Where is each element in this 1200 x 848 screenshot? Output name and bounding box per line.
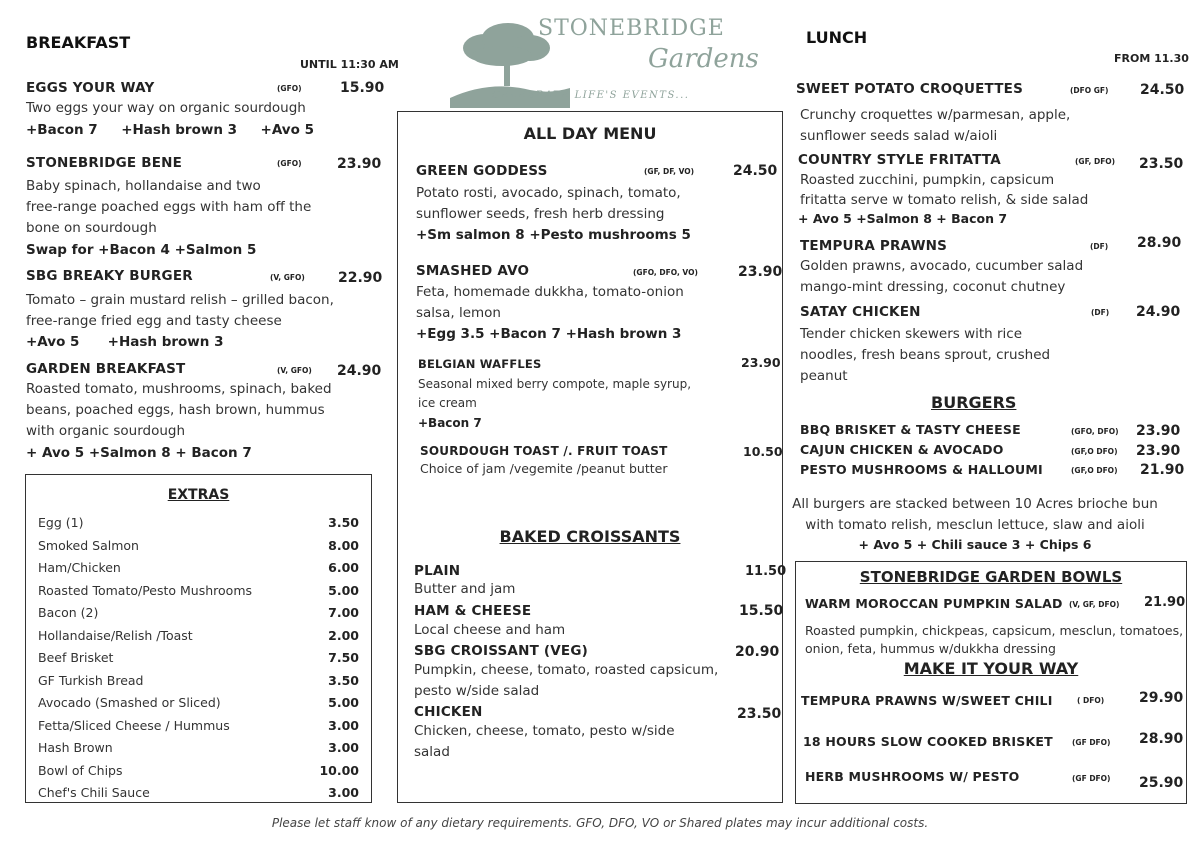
item-addons: +Egg 3.5 +Bacon 7 +Hash brown 3	[416, 326, 682, 342]
extra-item-price: 5.00	[328, 582, 359, 598]
item-tag: (GF DFO)	[1072, 738, 1111, 747]
item-name: BELGIAN WAFFLES	[418, 357, 542, 371]
item-name: PLAIN	[414, 563, 461, 579]
extra-item-name: Bowl of Chips	[38, 762, 123, 778]
logo-script: Gardens	[648, 44, 759, 74]
item-desc: Roasted pumpkin, chickpeas, capsicum, mesclun, tomatoes,	[805, 623, 1184, 638]
item-addons: + Avo 5 +Salmon 8 + Bacon 7	[26, 445, 252, 461]
item-name: HERB MUSHROOMS W/ PESTO	[805, 769, 1020, 784]
item-desc: Tender chicken skewers with rice	[800, 326, 1023, 342]
lunch-from: FROM 11.30	[1114, 52, 1189, 65]
extra-item-name: Bacon (2)	[38, 605, 99, 620]
item-desc: with organic sourdough	[26, 423, 186, 439]
item-name: SMASHED AVO	[416, 263, 530, 279]
item-desc: ice cream	[418, 396, 477, 410]
extra-item-name: Ham/Chicken	[38, 560, 121, 575]
item-desc: noodles, fresh beans sprout, crushed	[800, 347, 1051, 363]
item-price: 23.90	[741, 355, 781, 370]
extra-item-name: Fetta/Sliced Cheese / Hummus	[38, 717, 230, 733]
item-price: 23.90	[337, 156, 382, 172]
extra-item-price: 3.00	[328, 740, 359, 755]
item-addons: + Avo 5 +Salmon 8 + Bacon 7	[798, 211, 1008, 226]
extra-item-price: 7.00	[328, 605, 359, 620]
bowls-heading: STONEBRIDGE GARDEN BOWLS	[859, 568, 1123, 586]
extras-box	[25, 474, 372, 803]
item-price: 24.90	[337, 363, 382, 379]
croissants-heading: BAKED CROISSANTS	[499, 527, 681, 546]
item-price: 22.90	[338, 270, 383, 286]
item-desc: mango-mint dressing, coconut chutney	[800, 279, 1066, 295]
item-desc: Choice of jam /vegemite /peanut butter	[420, 461, 668, 476]
item-desc: Roasted tomato, mushrooms, spinach, baked	[26, 381, 332, 397]
item-price: 21.90	[1144, 595, 1186, 610]
item-desc: bone on sourdough	[26, 220, 157, 236]
item-name: GREEN GODDESS	[416, 163, 548, 179]
extra-item-price: 3.00	[328, 785, 359, 800]
item-desc: salad	[414, 744, 450, 760]
item-tag: (V, GFO)	[277, 366, 312, 375]
burger-note: All burgers are stacked between 10 Acres brioche bun	[792, 496, 1158, 512]
burger-addons: + Avo 5 + Chili sauce 3 + Chips 6	[858, 537, 1092, 552]
item-desc: Golden prawns, avocado, cucumber salad	[800, 258, 1084, 274]
item-addons: Swap for +Bacon 4 +Salmon 5	[26, 242, 257, 258]
item-desc: beans, poached eggs, hash brown, hummus	[26, 402, 325, 418]
bowls-box	[795, 561, 1187, 804]
extra-item-price: 2.00	[328, 627, 359, 643]
burgers-heading: BURGERS	[931, 393, 1017, 412]
item-desc: free-range fried egg and tasty cheese	[26, 313, 282, 329]
item-name: SBG BREAKY BURGER	[26, 268, 193, 284]
extra-item-name: Beef Brisket	[38, 650, 114, 665]
item-price: 11.50	[745, 564, 787, 579]
item-tag: (GF, DFO)	[1075, 157, 1116, 166]
item-name: SBG CROISSANT (VEG)	[414, 643, 588, 659]
burger-name: PESTO MUSHROOMS & HALLOUMI	[800, 462, 1043, 477]
allday-heading: ALL DAY MENU	[523, 124, 657, 143]
item-price: 20.90	[735, 644, 780, 660]
extra-item-name: Egg (1)	[38, 515, 84, 530]
item-tag: (DF)	[1091, 308, 1110, 317]
burger-tag: (GFO, DFO)	[1071, 427, 1119, 436]
item-tag: (DF)	[1090, 242, 1109, 251]
logo-title: STONEBRIDGE	[538, 16, 725, 41]
item-price: 25.90	[1139, 775, 1184, 791]
extras-heading: EXTRAS	[167, 487, 230, 503]
extra-item-price: 5.00	[328, 695, 359, 710]
item-desc: Pumpkin, cheese, tomato, roasted capsicum,	[414, 662, 719, 678]
burger-tag: (GF,O DFO)	[1071, 447, 1118, 456]
item-price: 15.90	[340, 80, 385, 96]
lunch-heading: LUNCH	[806, 28, 868, 47]
item-desc: Local cheese and ham	[414, 622, 566, 638]
footer-note: Please let staff know of any dietary requirements. GFO, DFO, VO or Shared plates may incur additional costs.	[271, 816, 929, 830]
item-price: 29.90	[1139, 690, 1184, 706]
item-desc: Roasted zucchini, pumpkin, capsicum	[800, 172, 1055, 188]
item-tag: (V, GFO)	[270, 273, 305, 282]
item-price: 28.90	[1137, 235, 1182, 251]
item-price: 28.90	[1139, 731, 1184, 747]
burger-price: 23.90	[1136, 443, 1181, 459]
item-desc: Two eggs your way on organic sourdough	[26, 100, 306, 116]
logo-tagline: CELEBRATE LIFE'S EVENTS...	[492, 90, 690, 101]
item-tag: (GF DFO)	[1072, 774, 1111, 783]
item-price: 15.50	[739, 603, 784, 619]
item-name: SOURDOUGH TOAST /. FRUIT TOAST	[420, 444, 668, 458]
item-tag: (DFO GF)	[1070, 86, 1109, 95]
item-desc: peanut	[800, 368, 848, 384]
extra-item-price: 6.00	[328, 560, 359, 575]
burger-price: 21.90	[1140, 462, 1185, 478]
extra-item-name: Hollandaise/Relish /Toast	[38, 627, 193, 643]
burger-price: 23.90	[1136, 423, 1181, 439]
item-tag: (V, GF, DFO)	[1069, 600, 1120, 609]
item-addons: +Bacon 7 +Hash brown 3 +Avo 5	[26, 122, 314, 138]
item-desc: salsa, lemon	[416, 305, 501, 321]
item-name: GARDEN BREAKFAST	[26, 361, 186, 377]
item-desc: Butter and jam	[414, 581, 516, 597]
extra-item-name: Smoked Salmon	[38, 537, 139, 553]
item-name: STONEBRIDGE BENE	[26, 155, 183, 171]
logo	[450, 10, 759, 105]
item-price: 24.50	[733, 163, 778, 179]
burger-tag: (GF,O DFO)	[1071, 466, 1118, 475]
item-name: COUNTRY STYLE FRITATTA	[798, 152, 1001, 168]
item-desc: Seasonal mixed berry compote, maple syrup,	[418, 377, 692, 391]
extra-item-name: Chef's Chili Sauce	[38, 785, 150, 800]
item-desc: free-range poached eggs with ham off the	[26, 199, 312, 215]
item-desc: Feta, homemade dukkha, tomato-onion	[416, 284, 684, 300]
item-desc: sunflower seeds salad w/aioli	[800, 128, 998, 144]
extra-item-name: GF Turkish Bread	[38, 672, 144, 688]
item-desc: pesto w/side salad	[414, 683, 540, 699]
item-price: 23.90	[738, 264, 783, 280]
item-price: 23.50	[1139, 156, 1184, 172]
item-addons: +Sm salmon 8 +Pesto mushrooms 5	[416, 227, 691, 243]
item-name: SATAY CHICKEN	[800, 304, 921, 320]
extra-item-price: 7.50	[328, 650, 359, 665]
extra-item-name: Hash Brown	[38, 740, 113, 755]
item-desc: Tomato – grain mustard relish – grilled bacon,	[26, 292, 334, 308]
make-heading: MAKE IT YOUR WAY	[903, 659, 1079, 678]
extra-item-name: Avocado (Smashed or Sliced)	[38, 695, 221, 710]
extra-item-price: 3.50	[328, 515, 359, 530]
breakfast-heading: BREAKFAST	[26, 33, 131, 52]
item-tag: ( DFO)	[1077, 696, 1105, 705]
item-tag: (GF, DF, VO)	[644, 167, 695, 176]
item-name: EGGS YOUR WAY	[26, 80, 155, 96]
item-name: TEMPURA PRAWNS	[800, 238, 948, 254]
extra-item-name: Roasted Tomato/Pesto Mushrooms	[38, 582, 253, 598]
extra-item-price: 3.00	[328, 717, 359, 733]
item-price: 23.50	[737, 706, 782, 722]
extra-item-price: 8.00	[328, 537, 359, 553]
breakfast-until: UNTIL 11:30 AM	[300, 58, 399, 71]
item-price: 24.90	[1136, 304, 1181, 320]
item-desc: fritatta serve w tomato relish, & side salad	[800, 192, 1089, 208]
item-desc: Potato rosti, avocado, spinach, tomato,	[416, 185, 681, 201]
item-name: 18 HOURS SLOW COOKED BRISKET	[803, 734, 1053, 749]
item-name: HAM & CHEESE	[414, 603, 532, 619]
item-desc: Chicken, cheese, tomato, pesto w/side	[414, 723, 675, 739]
item-tag: (GFO, DFO, VO)	[633, 268, 698, 277]
item-name: TEMPURA PRAWNS W/SWEET CHILI	[801, 693, 1053, 708]
item-desc: sunflower seeds, fresh herb dressing	[416, 206, 665, 222]
item-desc: Baby spinach, hollandaise and two	[26, 178, 261, 194]
item-name: CHICKEN	[414, 704, 483, 720]
item-price: 24.50	[1140, 82, 1185, 98]
item-name: WARM MOROCCAN PUMPKIN SALAD	[805, 596, 1063, 611]
item-tag: (GFO)	[277, 159, 302, 168]
extra-item-price: 10.00	[319, 762, 359, 778]
item-addons: +Bacon 7	[418, 416, 482, 430]
allday-box	[397, 111, 787, 803]
item-addons: +Avo 5 +Hash brown 3	[26, 334, 224, 350]
item-desc: onion, feta, hummus w/dukkha dressing	[805, 641, 1056, 656]
burger-name: CAJUN CHICKEN & AVOCADO	[800, 442, 1004, 457]
item-desc: Crunchy croquettes w/parmesan, apple,	[800, 107, 1071, 123]
item-tag: (GFO)	[277, 84, 302, 93]
item-price: 10.50	[743, 444, 783, 459]
item-name: SWEET POTATO CROQUETTES	[796, 81, 1023, 97]
burger-name: BBQ BRISKET & TASTY CHEESE	[800, 422, 1021, 437]
burger-note: with tomato relish, mesclun lettuce, slaw and aioli	[805, 517, 1145, 533]
extra-item-price: 3.50	[328, 672, 359, 688]
